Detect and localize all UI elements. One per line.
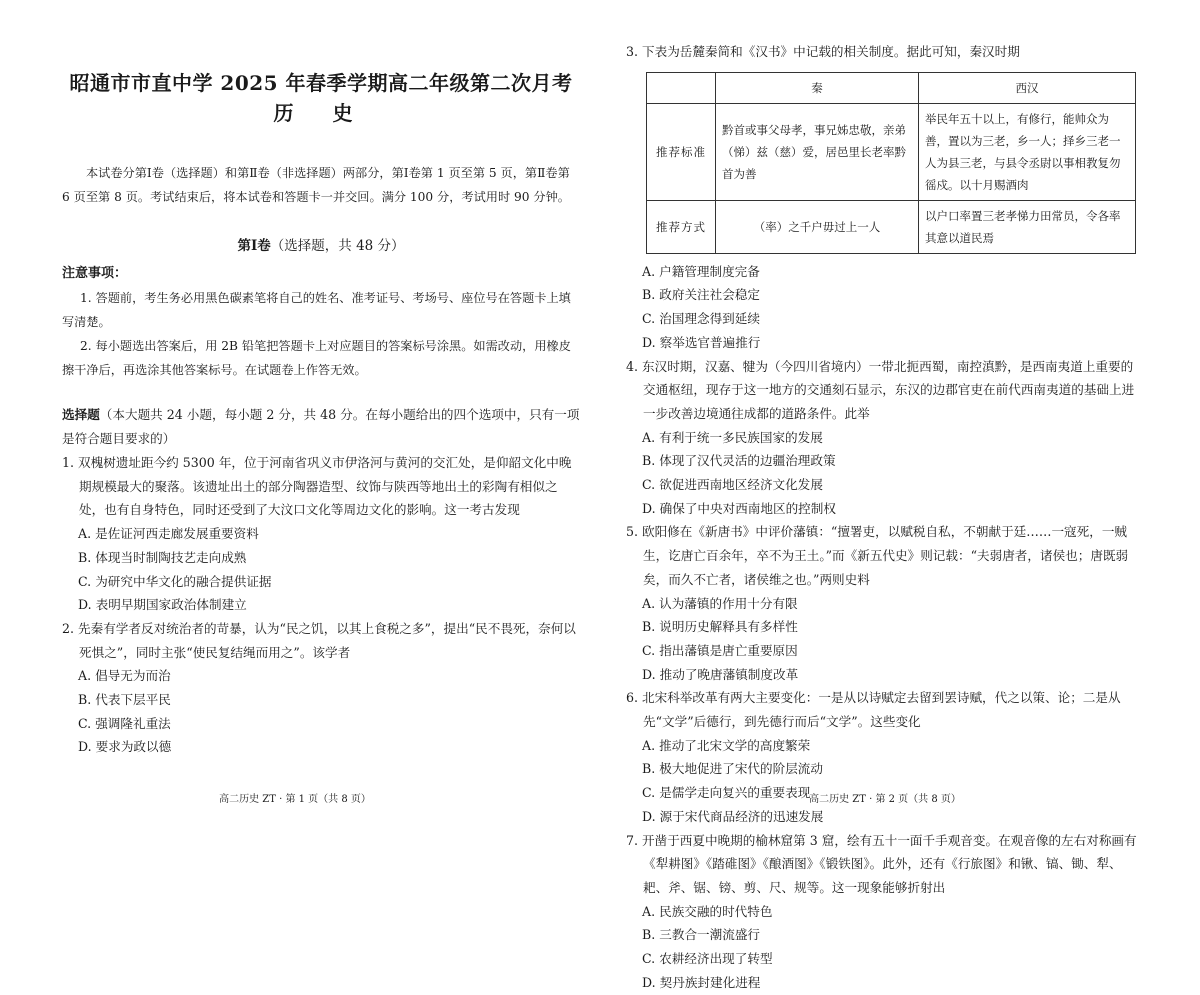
section-title-note: （选择题，共 48 分） — [270, 238, 405, 254]
table-row-head: 推荐方式 — [647, 200, 716, 253]
question-option: B. 政府关注社会稳定 — [642, 287, 761, 303]
question-7 — [626, 829, 1144, 995]
table-header-cell: 秦 — [716, 72, 919, 103]
question-option: B. 三教合一潮流盛行 — [642, 927, 761, 943]
page-footer: 高二历史 ZT · 第 2 页（共 8 页） — [809, 794, 961, 805]
table-row — [647, 103, 1136, 200]
question-options — [626, 592, 1144, 687]
question-option: C. 指出藩镇是唐亡重要原因 — [642, 642, 798, 658]
table-header-cell — [647, 72, 716, 103]
question-stem: 3. 下表为岳麓秦简和《汉书》中记载的相关制度。据此可知，秦汉时期 — [626, 44, 1020, 59]
question-option: C. 是儒学走向复兴的重要表现 — [642, 785, 811, 801]
question-option: B. 代表下层平民 — [78, 692, 171, 708]
question-options — [626, 900, 1144, 995]
choice-section-desc: （本大题共 24 小题，每小题 2 分，共 48 分。在每小题给出的四个选项中，只有一项是符合题目要求的） — [62, 407, 580, 446]
question-option: B. 体现了汉代灵活的边疆治理政策 — [642, 453, 836, 469]
question-stem: 6. 北宋科举改革有两大主要变化：一是从以诗赋定去留到罢诗赋，代之以策、论；二是从先“文学”后德行，到先德行而后“文学”。这些变化 — [626, 690, 1121, 730]
question-option: B. 体现当时制陶技艺走向成熟 — [78, 549, 247, 565]
question-5 — [626, 520, 1144, 686]
question-stem: 2. 先秦有学者反对统治者的苛暴，认为“民之饥，以其上食税之多”，提出“民不畏死，奈何以死惧之”，同时主张“使民复结绳而用之”。该学者 — [62, 620, 576, 660]
question-option: D. 表明早期国家政治体制建立 — [78, 597, 247, 613]
question-option: C. 欲促进西南地区经济文化发展 — [642, 477, 823, 493]
question-stem: 7. 开凿于西夏中晚期的榆林窟第 3 窟，绘有五十一面千手观音变。在观音像的左右对称画有《犁耕图》《踏碓图》《酿酒图》《锻铁图》。此外，还有《行旅图》和锹、镐、锄、犁、耙、斧、锯、镑、剪、尺、规等。这一现象能够折射出 — [626, 832, 1137, 895]
exam-intro: 本试卷分第Ⅰ卷（选择题）和第Ⅱ卷（非选择题）两部分，第Ⅰ卷第 1 页至第 5 页，第Ⅱ卷第 6 页至第 8 页。考试结束后，将本试卷和答题卡一并交回。满分 100 分，考试用时 90 分钟。 — [62, 166, 570, 204]
question-option: A. 推动了北宋文学的高度繁荣 — [642, 737, 811, 753]
question-option: A. 是佐证河西走廊发展重要资料 — [78, 526, 259, 542]
question-stem: 4. 东汉时期，汉嘉、犍为（今四川省境内）一带北扼西蜀，南控滇黔，是西南夷道上重要的交通枢纽，现存于这一地方的交通刻石显示，东汉的边郡官吏在前代西南夷道的基础上进一步改善边境通往成都的道路条件。此举 — [626, 358, 1135, 421]
question-stem: 5. 欧阳修在《新唐书》中评价藩镇：“擅署吏，以赋税自私，不朝献于廷……一寇死，一贼生，讫唐亡百余年，卒不为王土。”而《新五代史》则记载：“夫弱唐者，诸侯也；唐既弱矣，而久不亡者，诸侯维之也。”两则史料 — [626, 524, 1129, 587]
question-option: C. 强调隆礼重法 — [78, 715, 171, 731]
question-option: B. 说明历史解释具有多样性 — [642, 619, 798, 635]
source-table — [646, 72, 1136, 254]
question-option: A. 倡导无为而治 — [78, 668, 171, 684]
notice-heading: 注意事项： — [62, 266, 128, 281]
question-6 — [626, 686, 1144, 828]
page-footer: 高二历史 ZT · 第 1 页（共 8 页） — [219, 794, 371, 805]
left-page — [0, 0, 600, 826]
question-option: D. 确保了中央对西南地区的控制权 — [642, 500, 836, 516]
question-option: A. 户籍管理制度完备 — [642, 263, 760, 279]
question-option: D. 要求为政以德 — [78, 739, 172, 755]
question-option: C. 农耕经济出现了转型 — [642, 951, 773, 967]
question-option: D. 察举选官普遍推行 — [642, 334, 761, 350]
question-option: A. 民族交融的时代特色 — [642, 903, 773, 919]
question-stem: 1. 双槐树遗址距今约 5300 年，位于河南省巩义市伊洛河与黄河的交汇处，是仰韶文化中晚期规模最大的聚落。该遗址出土的部分陶器造型、纹饰与陕西等地出土的彩陶有相似之处，也有自身特色，同时还受到了大汶口文化等周边文化的影响。这一考古发现 — [62, 455, 572, 518]
question-options — [626, 426, 1144, 521]
choice-section-label: 选择题 — [62, 407, 100, 422]
table-cell: 以户口率置三老孝悌力田常员，令各率其意以道民焉 — [919, 200, 1136, 253]
question-options — [626, 260, 1144, 355]
question-option: A. 有利于统一多民族国家的发展 — [642, 429, 823, 445]
question-1 — [62, 451, 580, 617]
choice-section-intro — [62, 403, 580, 451]
section-title — [62, 234, 580, 258]
question-option: B. 极大地促进了宋代的阶层流动 — [642, 761, 823, 777]
notice-item: 2. 每小题选出答案后，用 2B 铅笔把答题卡上对应题目的答案标号涂黑。如需改动，用橡皮擦干净后，再选涂其他答案标号。在试题卷上作答无效。 — [62, 339, 571, 377]
question-4 — [626, 355, 1144, 521]
right-page — [600, 0, 1200, 990]
exam-subject: 历 史 — [273, 101, 369, 125]
question-options — [626, 734, 1144, 829]
question-2 — [62, 617, 580, 759]
table-cell: 举民年五十以上，有修行，能帅众为善，置以为三老，乡一人；择乡三老一人为县三老，与县令丞尉以事相教复勿徭戍。以十月赐酒肉 — [919, 103, 1136, 200]
section-title-main: 第Ⅰ卷 — [237, 238, 271, 254]
question-option: D. 契丹族封建化进程 — [642, 974, 761, 990]
question-option: D. 源于宋代商品经济的迅速发展 — [642, 808, 824, 824]
table-row-head: 推荐标准 — [647, 103, 716, 200]
question-option: C. 为研究中华文化的融合提供证据 — [78, 573, 272, 589]
exam-title: 昭通市市直中学 2025 年春季学期高二年级第二次月考 — [69, 71, 573, 95]
table-cell: （率）之千户毋过上一人 — [716, 200, 919, 253]
question-option: A. 认为藩镇的作用十分有限 — [642, 595, 798, 611]
notice-item: 1. 答题前，考生务必用黑色碳素笔将自己的姓名、准考证号、考场号、座位号在答题卡上填写清楚。 — [62, 291, 571, 329]
question-option: C. 治国理念得到延续 — [642, 311, 760, 327]
question-3 — [626, 40, 1144, 355]
question-option: D. 推动了晚唐藩镇制度改革 — [642, 666, 799, 682]
table-header-cell: 西汉 — [919, 72, 1136, 103]
table-row — [647, 200, 1136, 253]
table-cell: 黔首或事父母孝，事兄姊忠敬，亲弟（悌）兹（慈）爱，居邑里长老率黔首为善 — [716, 103, 919, 200]
table-header-row — [647, 72, 1136, 103]
